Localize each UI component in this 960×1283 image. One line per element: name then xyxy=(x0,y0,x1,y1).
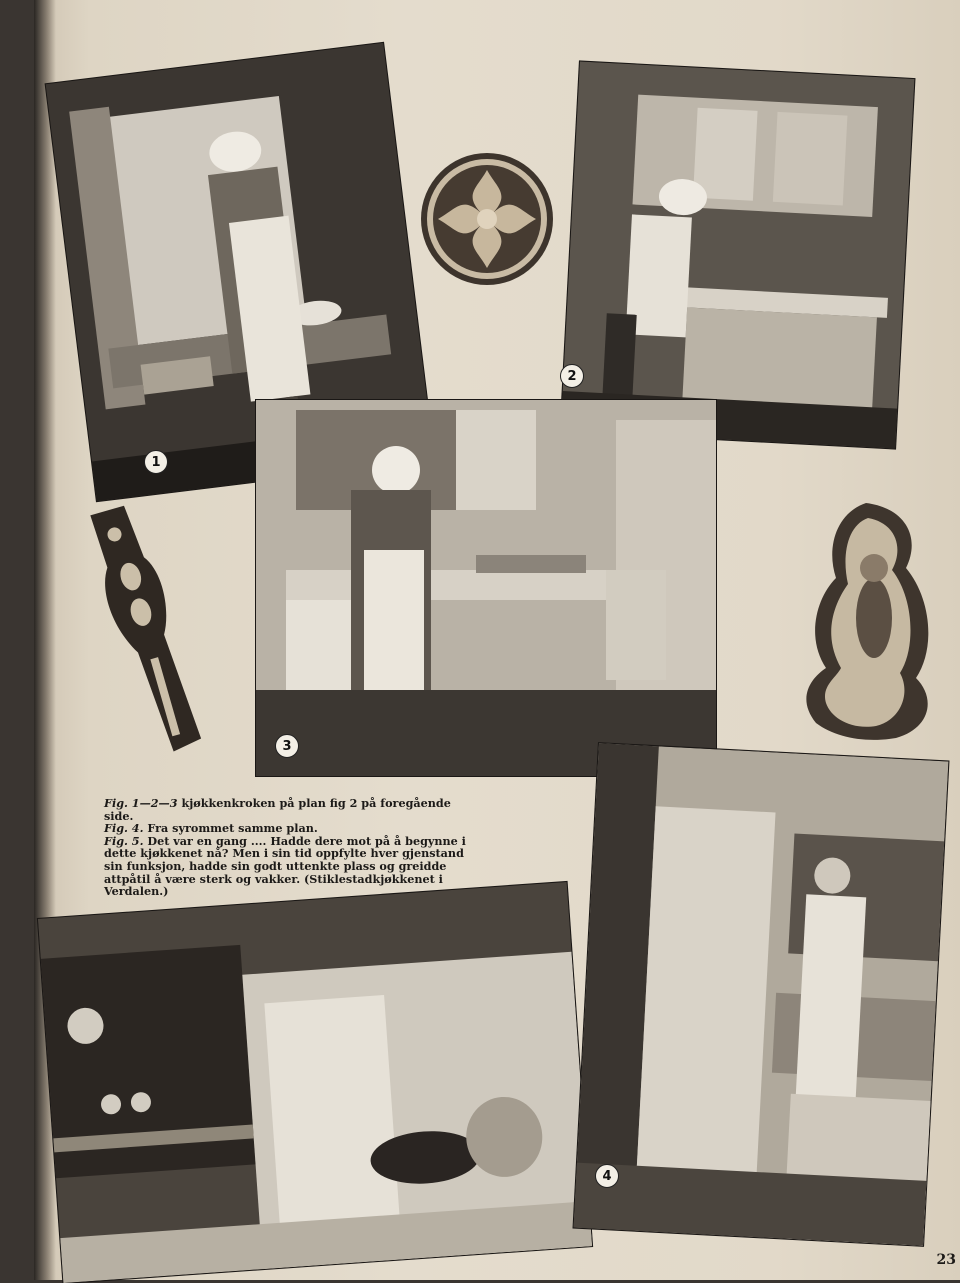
page-number: 23 xyxy=(936,1252,956,1268)
caption-line-2-text: Fra syrommet samme plan. xyxy=(143,821,318,836)
photo-fig3-image xyxy=(256,400,716,776)
caption-line-3 xyxy=(104,835,484,898)
carved-round-plate-ornament xyxy=(418,150,556,288)
photo-fig5 xyxy=(38,882,592,1283)
caption-line-1-label: Fig. 1—2—3 xyxy=(104,796,178,810)
caption-line-2-label: Fig. 4. xyxy=(104,821,144,836)
photo-fig2 xyxy=(561,61,915,448)
photo-fig3 xyxy=(256,400,716,776)
carved-plaque-ornament xyxy=(796,498,946,743)
photo-fig4 xyxy=(574,743,949,1246)
caption-line-1 xyxy=(104,797,484,822)
photo-fig4-image xyxy=(574,743,949,1246)
photo-fig5-image xyxy=(38,882,592,1283)
fig3-number-badge: 3 xyxy=(275,734,299,758)
figure-caption xyxy=(104,797,484,898)
photo-fig2-image xyxy=(561,61,915,448)
fig1-number-badge: 1 xyxy=(144,450,168,474)
fig4-number-badge: 4 xyxy=(595,1164,619,1188)
caption-line-3-text: Det var en gang .... Hadde dere mot på å begynne i dette kjøkkenet nå? Men i sin tid oppfylte hver gjenstand sin funksjon, hadde sin godt uttenkte plass og greidde attpåtil å være sterk og vakker. (Stiklestadkjøkkenet i Verdalen.) xyxy=(104,833,466,899)
caption-line-1-text: kjøkkenkroken på plan fig 2 på foregående side. xyxy=(104,796,451,823)
caption-line-3-label: Fig. 5. xyxy=(104,833,144,848)
fig2-number-badge: 2 xyxy=(560,364,584,388)
